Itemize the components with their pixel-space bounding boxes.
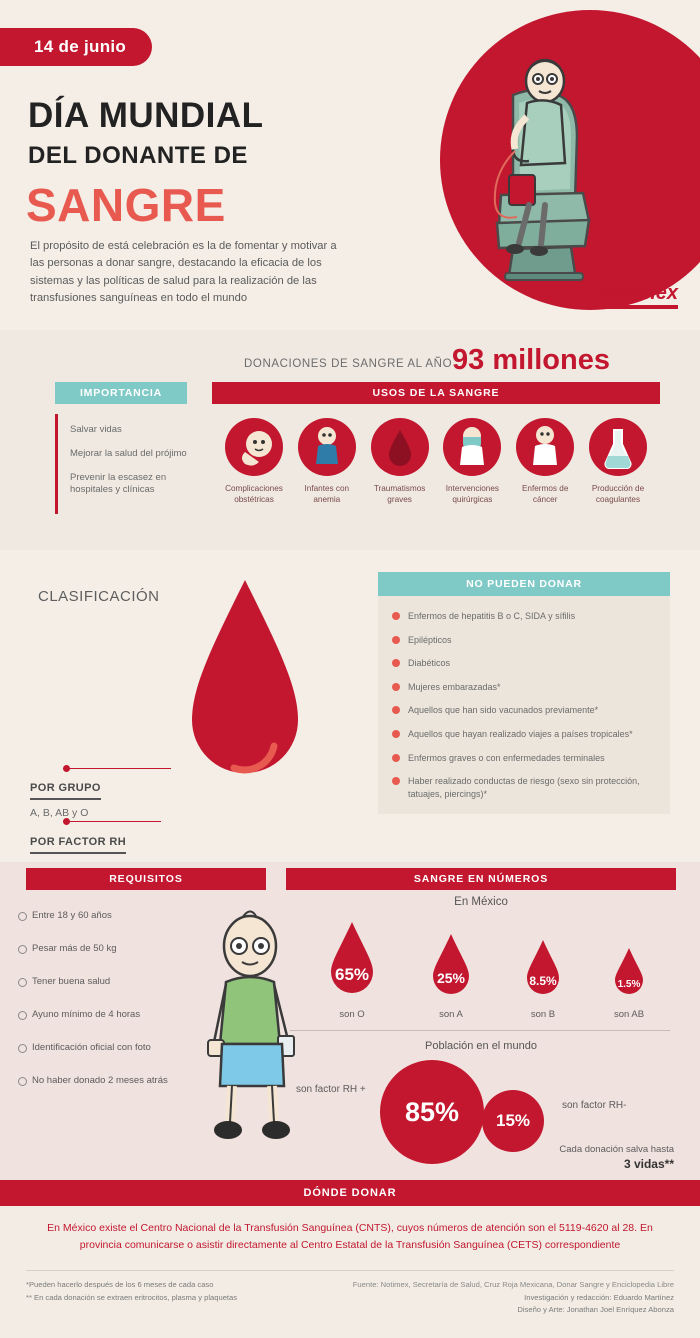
clasificacion-section bbox=[0, 550, 700, 862]
no-pueden-donar-list bbox=[378, 596, 670, 814]
importancia-list bbox=[55, 414, 187, 514]
pct-caption: son B bbox=[530, 1009, 556, 1020]
donations-value: 93 millones bbox=[452, 344, 610, 376]
list-item: Mejorar la salud del prójimo bbox=[70, 447, 187, 459]
donde-donar-title: DÓNDE DONAR bbox=[0, 1180, 700, 1206]
sangre-numeros-title: SANGRE EN NÚMEROS bbox=[286, 868, 676, 890]
page-title-line3: SANGRE bbox=[26, 179, 226, 231]
header-paragraph: El propósito de está celebración es la de fomentar y motivar a las personas a donar sangre, destacando la eficacia de los sistemas y las políticas de salud para la realización de las transfusiones sanguíneas en todo el mundo bbox=[30, 240, 337, 305]
uso-item bbox=[220, 418, 288, 505]
blood-drop-illustration bbox=[170, 570, 320, 810]
requisitos-title: REQUISITOS bbox=[26, 868, 266, 890]
list-item: Enfermos graves o con enfermedades terminales bbox=[392, 752, 654, 765]
en-mexico-label: En México bbox=[454, 896, 508, 908]
list-item: Aquellos que han sido vacunados previamente* bbox=[392, 704, 654, 717]
por-grupo-title: POR GRUPO bbox=[30, 782, 101, 800]
svg-text:25%: 25% bbox=[436, 970, 466, 986]
poblacion-mundo-label: Población en el mundo bbox=[425, 1040, 537, 1052]
uso-item bbox=[366, 418, 434, 505]
list-item: Mujeres embarazadas* bbox=[392, 681, 654, 694]
footnote-1: *Pueden hacerlo después de los 6 meses de cada caso bbox=[26, 1279, 214, 1289]
page-title-line2: DEL DONANTE DE bbox=[28, 142, 248, 169]
list-item: Enfermos de hepatitis B o C, SIDA y sífilis bbox=[392, 610, 654, 623]
divider bbox=[290, 1030, 670, 1031]
uso-label: Complicaciones obstétricas bbox=[225, 484, 283, 504]
blood-drop-icon bbox=[371, 418, 429, 476]
uso-label: Infantes con anemia bbox=[304, 484, 350, 504]
flask-icon bbox=[589, 418, 647, 476]
list-item: Tener buena salud bbox=[18, 976, 233, 987]
pct-caption: son AB bbox=[613, 1009, 645, 1020]
date-badge: 14 de junio bbox=[0, 28, 152, 66]
usos-title: USOS DE LA SANGRE bbox=[212, 382, 660, 404]
drop-shape bbox=[425, 932, 477, 1003]
page-title-line1: DÍA MUNDIAL bbox=[28, 96, 264, 135]
uso-label: Intervenciones quirúrgicas bbox=[445, 484, 500, 504]
requisitos-numeros-section bbox=[0, 862, 700, 1180]
child-icon bbox=[298, 418, 356, 476]
uso-label: Traumatismos graves bbox=[373, 484, 426, 504]
svg-text:65%: 65% bbox=[334, 965, 370, 984]
footer-source: Fuente: Notimex, Secretaría de Salud, Cruz Roja Mexicana, Donar Sangre y Enciclopedia Libre bbox=[352, 1279, 674, 1289]
mexico-blood-type-chart bbox=[300, 920, 670, 1020]
usos-row bbox=[212, 418, 660, 505]
rh-plus-circle: 85% bbox=[380, 1060, 484, 1164]
usos-section bbox=[0, 330, 700, 550]
footer-credits bbox=[353, 1279, 674, 1318]
footer-design: Diseño y Arte: Jonathan Joel Enríquez Abonza bbox=[517, 1305, 674, 1315]
uso-label: Producción de coagulantes bbox=[591, 484, 645, 504]
footer-research: Investigación y redacción: Eduardo Martínez bbox=[524, 1292, 674, 1302]
list-item: Identificación oficial con foto bbox=[18, 1042, 233, 1053]
svg-text:1.5%: 1.5% bbox=[617, 979, 641, 990]
surgeon-icon bbox=[443, 418, 501, 476]
cada-donacion-block bbox=[559, 1144, 674, 1171]
rh-minus-label: son factor RH- bbox=[562, 1100, 627, 1111]
list-item: Entre 18 y 60 años bbox=[18, 910, 233, 921]
grupo-connector-line bbox=[63, 768, 171, 769]
usos-box bbox=[212, 382, 660, 505]
por-grupo-block bbox=[30, 778, 101, 822]
footer-notes bbox=[26, 1279, 237, 1318]
uso-item bbox=[584, 418, 652, 505]
cada-donacion-value: 3 vidas** bbox=[623, 1157, 674, 1171]
cada-donacion-text: Cada donación salva hasta bbox=[559, 1144, 674, 1155]
footnote-2: ** En cada donación se extraen eritrocitos, plasma y plaquetas bbox=[26, 1292, 238, 1302]
brand-underline bbox=[586, 305, 678, 309]
clasificacion-title: CLASIFICACIÓN bbox=[38, 588, 160, 605]
list-item: Aquellos que hayan realizado viajes a países tropicales* bbox=[392, 728, 654, 741]
pct-item-a bbox=[425, 932, 477, 1020]
brand-logo: Notimex bbox=[599, 282, 678, 304]
pct-caption: son A bbox=[439, 1009, 463, 1020]
list-item: Salvar vidas bbox=[70, 424, 122, 435]
pct-item-ab bbox=[609, 946, 649, 1020]
donor-chair-illustration bbox=[435, 55, 625, 295]
pct-item-o bbox=[321, 920, 383, 1020]
no-pueden-donar-box bbox=[378, 572, 670, 814]
baby-icon bbox=[225, 418, 283, 476]
drop-shape bbox=[519, 938, 567, 1003]
list-item: Epilépticos bbox=[392, 634, 654, 647]
patient-icon bbox=[516, 418, 574, 476]
importancia-box bbox=[55, 382, 187, 514]
footer bbox=[0, 1271, 700, 1328]
uso-item bbox=[293, 418, 361, 505]
uso-item bbox=[438, 418, 506, 505]
por-rh-title: POR FACTOR RH bbox=[30, 836, 126, 854]
uso-item bbox=[511, 418, 579, 505]
pct-caption: son O bbox=[339, 1009, 365, 1020]
rh-minus-circle: 15% bbox=[482, 1090, 544, 1152]
list-item: Haber realizado conductas de riesgo (sexo sin protección, tatuajes, piercings)* bbox=[392, 775, 654, 800]
drop-shape bbox=[321, 920, 383, 1003]
rh-plus-label: son factor RH + bbox=[296, 1084, 366, 1095]
importancia-title: IMPORTANCIA bbox=[55, 382, 187, 404]
drop-shape bbox=[609, 946, 649, 1003]
list-item: Pesar más de 50 kg bbox=[18, 943, 233, 954]
list-item: No haber donado 2 meses atrás bbox=[18, 1075, 233, 1086]
header-section bbox=[0, 0, 700, 330]
no-pueden-donar-title: NO PUEDEN DONAR bbox=[378, 572, 670, 596]
pct-item-b bbox=[519, 938, 567, 1020]
svg-text:8.5%: 8.5% bbox=[529, 974, 557, 988]
donde-donar-text: En México existe el Centro Nacional de la Transfusión Sanguínea (CNTS), cuyos números de atención son el 5119-4620 al 28. En provincia comunicarse o asistir directamente al Centro Estatal de la Transfusión Sanguínea (CETS) correspondiente bbox=[0, 1206, 700, 1264]
list-item: Diabéticos bbox=[392, 657, 654, 670]
uso-label: Enfermos de cáncer bbox=[521, 484, 569, 504]
donations-label: DONACIONES DE SANGRE AL AÑO bbox=[244, 358, 453, 370]
por-grupo-value: A, B, AB y O bbox=[30, 807, 89, 819]
list-item: Ayuno mínimo de 4 horas bbox=[18, 1009, 233, 1020]
list-item: Prevenir la escasez en hospitales y clínicas bbox=[70, 471, 167, 496]
